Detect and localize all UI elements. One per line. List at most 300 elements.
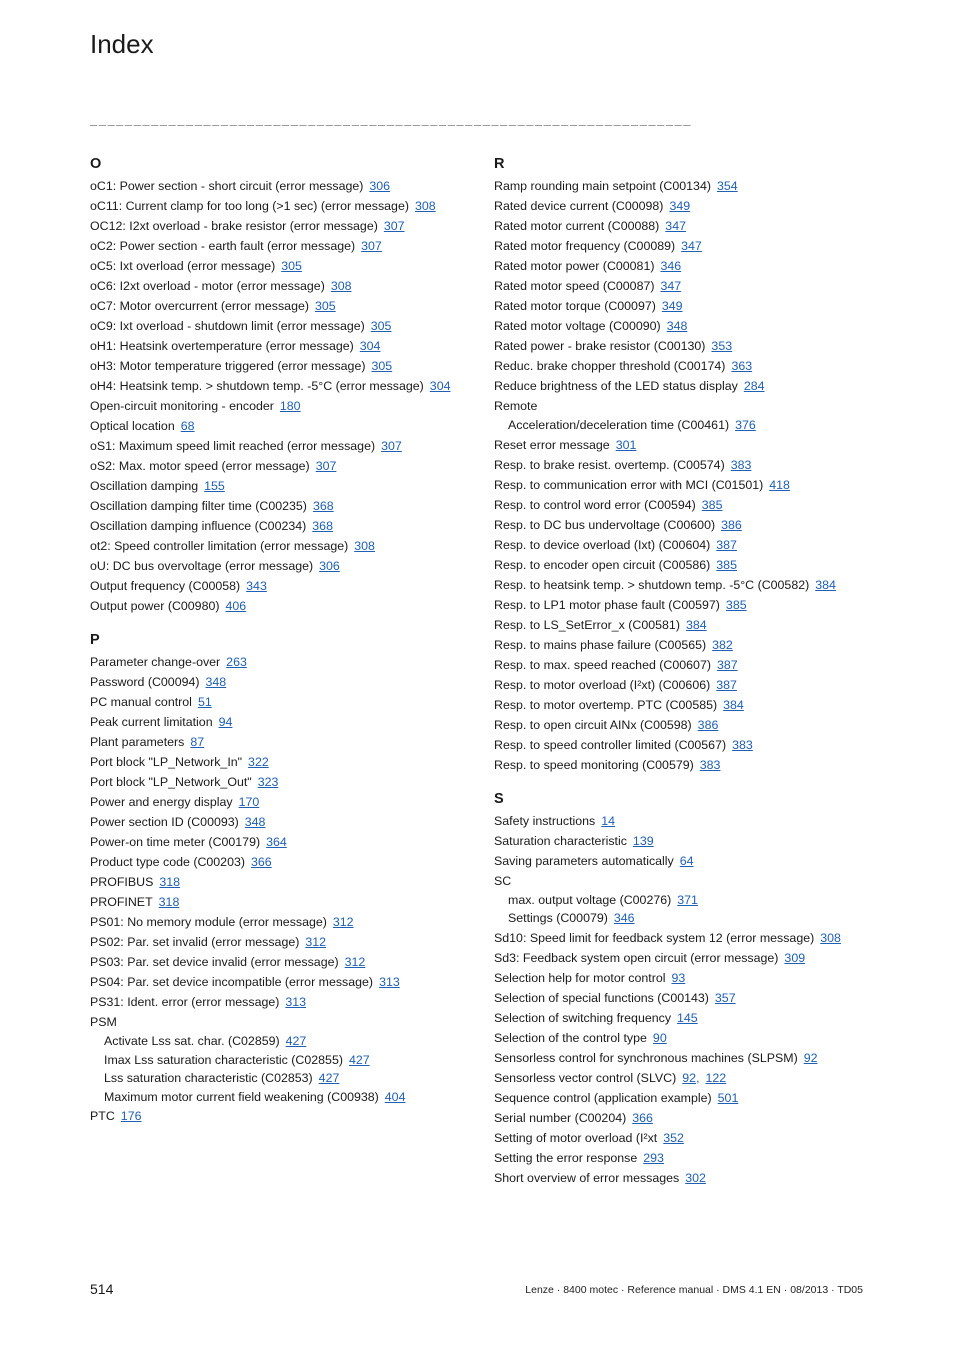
entry-label: OC12: I2xt overload - brake resistor (error message) bbox=[90, 219, 378, 233]
page-link[interactable]: 363 bbox=[731, 359, 753, 373]
index-entry bbox=[494, 535, 864, 555]
entry-label: oH4: Heatsink temp. > shutdown temp. -5°C (error message) bbox=[90, 379, 424, 393]
page-link[interactable]: 304 bbox=[429, 379, 451, 393]
page-link[interactable]: 371 bbox=[677, 892, 698, 907]
index-entry bbox=[494, 635, 864, 655]
page-link[interactable]: 263 bbox=[226, 655, 247, 669]
page-link[interactable]: 307 bbox=[361, 239, 382, 253]
entry-label: Resp. to heatsink temp. > shutdown temp. -5°C (C00582) bbox=[494, 577, 810, 592]
index-entry bbox=[494, 196, 864, 216]
page-link[interactable]: 305 bbox=[371, 359, 393, 373]
index-entry bbox=[90, 832, 470, 852]
index-entry bbox=[90, 516, 470, 536]
index-entry bbox=[494, 655, 864, 675]
entry-label: PROFINET bbox=[90, 895, 153, 909]
entry-label: Resp. to encoder open circuit (C00586) bbox=[494, 557, 711, 572]
index-entry bbox=[90, 692, 470, 712]
entry-label: Resp. to device overload (Ixt) (C00604) bbox=[494, 537, 711, 552]
entry-label: Peak current limitation bbox=[90, 715, 213, 729]
page-link[interactable]: 176 bbox=[120, 1109, 142, 1123]
entry-label: Resp. to open circuit AINx (C00598) bbox=[494, 717, 692, 732]
entry-label: Rated motor frequency (C00089) bbox=[494, 239, 676, 253]
entry-label: Resp. to LP1 motor phase fault (C00597) bbox=[494, 597, 720, 612]
entry-label: oC6: I2xt overload - motor (error message) bbox=[90, 279, 325, 293]
section-letter: S bbox=[494, 790, 504, 807]
page-link[interactable]: 318 bbox=[159, 875, 181, 889]
entry-label: Power section ID (C00093) bbox=[90, 815, 239, 829]
page-link[interactable]: 427 bbox=[318, 1071, 340, 1085]
page-separator: , bbox=[696, 1070, 700, 1085]
page-link[interactable]: 343 bbox=[246, 579, 267, 593]
page-link[interactable]: 305 bbox=[314, 299, 336, 313]
entry-label: oS2: Max. motor speed (error message) bbox=[90, 459, 310, 473]
index-subentry bbox=[90, 1088, 470, 1107]
entry-label: PTC bbox=[90, 1109, 115, 1123]
index-entry bbox=[494, 376, 864, 396]
index-entry bbox=[494, 515, 864, 535]
entry-label: oC2: Power section - earth fault (error message) bbox=[90, 239, 356, 253]
entry-label: Reset error message bbox=[494, 437, 610, 452]
entry-label: Resp. to speed controller limited (C00567) bbox=[494, 737, 727, 752]
entry-label: Oscillation damping influence (C00234) bbox=[90, 519, 307, 533]
index-entry bbox=[90, 972, 470, 992]
page-link[interactable]: 387 bbox=[716, 537, 737, 552]
entry-label: Rated motor voltage (C00090) bbox=[494, 319, 661, 333]
page-link[interactable]: 305 bbox=[370, 319, 392, 333]
index-entry bbox=[494, 831, 864, 851]
index-entry bbox=[90, 812, 470, 832]
index-entry bbox=[494, 176, 864, 196]
index-entry bbox=[494, 495, 864, 515]
page-link[interactable]: 387 bbox=[716, 657, 738, 672]
entry-label: Product type code (C00203) bbox=[90, 855, 245, 869]
page-link[interactable]: 92 bbox=[803, 1050, 818, 1065]
page-link[interactable]: 306 bbox=[319, 559, 340, 573]
index-entry bbox=[494, 575, 864, 595]
index-entry bbox=[494, 216, 864, 236]
index-entry bbox=[90, 792, 470, 812]
entry-label: Resp. to DC bus undervoltage (C00600) bbox=[494, 517, 716, 532]
index-entry bbox=[90, 576, 470, 596]
entry-label: Short overview of error messages bbox=[494, 1170, 680, 1185]
page-link[interactable]: 368 bbox=[312, 499, 334, 513]
entry-label: Resp. to communication error with MCI (C01501) bbox=[494, 477, 764, 492]
page-link[interactable]: 349 bbox=[669, 199, 691, 213]
page-link[interactable]: 139 bbox=[632, 833, 654, 848]
entry-list bbox=[90, 652, 470, 1126]
section-letter: P bbox=[90, 632, 100, 648]
entry-label: Setting of motor overload (I²xt bbox=[494, 1130, 658, 1145]
entry-label: Reduc. brake chopper threshold (C00174) bbox=[494, 359, 726, 373]
page-link[interactable]: 92 bbox=[682, 1070, 697, 1085]
entry-label: Optical location bbox=[90, 419, 175, 433]
entry-label: Open-circuit monitoring - encoder bbox=[90, 399, 274, 413]
page-link[interactable]: 312 bbox=[305, 935, 327, 949]
entry-label: PS03: Par. set device invalid (error message) bbox=[90, 955, 339, 969]
index-entry bbox=[90, 536, 470, 556]
index-entry bbox=[494, 928, 864, 948]
index-subentry bbox=[90, 1051, 470, 1070]
entry-label: Acceleration/deceleration time (C00461) bbox=[508, 418, 730, 432]
entry-label: Password (C00094) bbox=[90, 675, 200, 689]
index-entry bbox=[90, 712, 470, 732]
page-link[interactable]: 385 bbox=[716, 557, 737, 572]
index-entry bbox=[494, 811, 864, 831]
page-title: Index bbox=[90, 29, 154, 59]
entry-label: PS02: Par. set invalid (error message) bbox=[90, 935, 300, 949]
entry-label: oC9: Ixt overload - shutdown limit (error message) bbox=[90, 319, 365, 333]
page-link[interactable]: 348 bbox=[205, 675, 227, 689]
index-entry bbox=[90, 356, 470, 376]
page-link[interactable]: 312 bbox=[332, 915, 354, 929]
index-entry bbox=[494, 988, 864, 1008]
entry-label: oC1: Power section - short circuit (error message) bbox=[90, 179, 364, 193]
entry-label: Plant parameters bbox=[90, 735, 185, 749]
page-link[interactable]: 308 bbox=[820, 930, 841, 945]
index-entry bbox=[494, 555, 864, 575]
index-entry bbox=[90, 436, 470, 456]
entry-label: Selection of the control type bbox=[494, 1030, 647, 1045]
index-entry bbox=[494, 1048, 864, 1068]
page-link[interactable]: 368 bbox=[312, 519, 333, 533]
entry-label: oC5: Ixt overload (error message) bbox=[90, 259, 276, 273]
page-link[interactable]: 427 bbox=[348, 1052, 370, 1067]
page-link[interactable]: 304 bbox=[359, 339, 381, 353]
entry-label: oU: DC bus overvoltage (error message) bbox=[90, 559, 314, 573]
page-link[interactable]: 387 bbox=[716, 677, 737, 692]
index-entry bbox=[494, 475, 864, 495]
index-entry bbox=[494, 615, 864, 635]
page-link[interactable]: 348 bbox=[666, 319, 688, 333]
index-subentry bbox=[90, 1069, 470, 1088]
page-link[interactable]: 307 bbox=[383, 219, 405, 233]
index-entry bbox=[90, 672, 470, 692]
page-link[interactable]: 347 bbox=[665, 219, 686, 233]
index-entry bbox=[90, 296, 470, 316]
page-link[interactable]: 145 bbox=[677, 1010, 698, 1025]
entry-label: Output frequency (C00058) bbox=[90, 579, 241, 593]
page-link[interactable]: 352 bbox=[663, 1130, 684, 1145]
entry-label: oC11: Current clamp for too long (>1 sec) (error message) bbox=[90, 199, 409, 213]
entry-label: Oscillation damping bbox=[90, 479, 199, 493]
page-link[interactable]: 366 bbox=[632, 1110, 653, 1125]
index-entry bbox=[494, 356, 864, 376]
page-link[interactable]: 347 bbox=[681, 239, 702, 253]
entry-list bbox=[494, 811, 864, 1188]
index-subentry bbox=[90, 1032, 470, 1051]
page-link[interactable]: 308 bbox=[354, 539, 375, 553]
page-link[interactable]: 87 bbox=[190, 735, 205, 749]
index-entry bbox=[90, 752, 470, 772]
entry-label: PC manual control bbox=[90, 695, 192, 709]
entry-label: PS01: No memory module (error message) bbox=[90, 915, 327, 929]
index-entry bbox=[90, 952, 470, 972]
entry-label: Ramp rounding main setpoint (C00134) bbox=[494, 179, 711, 193]
page-link[interactable]: 404 bbox=[384, 1089, 406, 1104]
index-entry bbox=[494, 755, 864, 775]
entry-label: PSM bbox=[90, 1015, 117, 1029]
index-entry bbox=[90, 176, 470, 196]
index-entry bbox=[494, 455, 864, 475]
index-entry bbox=[494, 1068, 864, 1088]
page-link[interactable]: 383 bbox=[732, 737, 753, 752]
entry-label: SC bbox=[494, 873, 512, 888]
index-entry bbox=[90, 556, 470, 576]
entry-label: PROFIBUS bbox=[90, 875, 154, 889]
header-rule: _____________________________________________________________________ bbox=[90, 112, 692, 126]
entry-label: Reduce brightness of the LED status display bbox=[494, 379, 738, 393]
page-link[interactable]: 312 bbox=[344, 955, 366, 969]
index-section-o bbox=[90, 152, 470, 616]
index-section-p bbox=[90, 628, 470, 1126]
entry-label: Rated power - brake resistor (C00130) bbox=[494, 339, 706, 353]
index-entry bbox=[494, 396, 864, 416]
entry-label: Sd10: Speed limit for feedback system 12 (error message) bbox=[494, 930, 815, 945]
index-entry bbox=[90, 236, 470, 256]
index-entry bbox=[494, 1168, 864, 1188]
page-link[interactable]: 306 bbox=[369, 179, 391, 193]
entry-label: Power and energy display bbox=[90, 795, 233, 809]
page-link[interactable]: 501 bbox=[717, 1090, 739, 1105]
page-link[interactable]: 366 bbox=[250, 855, 272, 869]
index-entry bbox=[494, 968, 864, 988]
page-link[interactable]: 385 bbox=[725, 597, 747, 612]
entry-label: Settings (C00079) bbox=[508, 911, 608, 925]
section-letter: O bbox=[90, 156, 102, 172]
page-link[interactable]: 383 bbox=[730, 457, 752, 472]
index-entry bbox=[494, 316, 864, 336]
page-link[interactable]: 386 bbox=[697, 717, 719, 732]
page-number: 514 bbox=[90, 1281, 114, 1297]
page-link[interactable]: 301 bbox=[615, 437, 637, 452]
page-link[interactable]: 68 bbox=[180, 419, 195, 433]
page-link[interactable]: 170 bbox=[238, 795, 260, 809]
index-entry bbox=[90, 276, 470, 296]
page-link[interactable]: 93 bbox=[671, 970, 686, 985]
index-entry bbox=[494, 256, 864, 276]
index-entry bbox=[494, 695, 864, 715]
index-entry bbox=[494, 715, 864, 735]
page-link[interactable]: 427 bbox=[285, 1034, 307, 1048]
page-link[interactable]: 354 bbox=[716, 179, 738, 193]
index-subentry bbox=[494, 891, 864, 910]
entry-label: Activate Lss sat. char. (C02859) bbox=[104, 1034, 280, 1048]
index-entry bbox=[494, 675, 864, 695]
index-entry bbox=[90, 376, 470, 396]
right-column bbox=[494, 152, 864, 1200]
entry-label: Safety instructions bbox=[494, 813, 596, 828]
entry-label: oC7: Motor overcurrent (error message) bbox=[90, 299, 309, 313]
index-entry bbox=[494, 1008, 864, 1028]
index-entry bbox=[494, 435, 864, 455]
page-link[interactable]: 364 bbox=[266, 835, 287, 849]
index-entry bbox=[494, 1028, 864, 1048]
index-entry bbox=[90, 256, 470, 276]
page-link[interactable]: 383 bbox=[699, 757, 721, 772]
page-link[interactable]: 406 bbox=[225, 599, 247, 613]
index-entry bbox=[494, 336, 864, 356]
page-link[interactable]: 384 bbox=[685, 617, 707, 632]
page-link[interactable]: 347 bbox=[660, 279, 682, 293]
index-section-s bbox=[494, 787, 864, 1188]
page-link[interactable]: 293 bbox=[643, 1150, 664, 1165]
index-entry bbox=[90, 772, 470, 792]
entry-label: Port block "LP_Network_Out" bbox=[90, 775, 252, 789]
left-column bbox=[90, 152, 470, 1138]
index-subentry bbox=[494, 909, 864, 928]
entry-label: Sensorless vector control (SLVC) bbox=[494, 1070, 677, 1085]
index-entry bbox=[90, 852, 470, 872]
page-link[interactable]: 348 bbox=[244, 815, 266, 829]
index-entry bbox=[494, 595, 864, 615]
entry-label: Selection of switching frequency bbox=[494, 1010, 672, 1025]
page-link[interactable]: 353 bbox=[711, 339, 733, 353]
index-entry bbox=[90, 596, 470, 616]
page-link[interactable]: 305 bbox=[281, 259, 302, 273]
document-info: Lenze · 8400 motec · Reference manual · DMS 4.1 EN · 08/2013 · TD05 bbox=[525, 1284, 863, 1296]
entry-label: Oscillation damping filter time (C00235) bbox=[90, 499, 307, 513]
page-link[interactable]: 307 bbox=[315, 459, 337, 473]
entry-label: Imax Lss saturation characteristic (C02855) bbox=[104, 1052, 343, 1067]
index-entry bbox=[90, 456, 470, 476]
entry-label: Resp. to motor overload (I²xt) (C00606) bbox=[494, 677, 711, 692]
entry-label: oS1: Maximum speed limit reached (error message) bbox=[90, 439, 376, 453]
index-entry bbox=[90, 912, 470, 932]
entry-label: Resp. to max. speed reached (C00607) bbox=[494, 657, 711, 672]
page-link[interactable]: 384 bbox=[723, 697, 744, 712]
entry-label: Power-on time meter (C00179) bbox=[90, 835, 261, 849]
entry-label: Resp. to brake resist. overtemp. (C00574) bbox=[494, 457, 725, 472]
entry-label: Rated motor current (C00088) bbox=[494, 219, 660, 233]
entry-label: Rated motor power (C00081) bbox=[494, 259, 655, 273]
entry-label: Rated motor torque (C00097) bbox=[494, 299, 656, 313]
page-link[interactable]: 309 bbox=[784, 950, 806, 965]
page-link[interactable]: 386 bbox=[721, 517, 742, 532]
index-entry bbox=[494, 851, 864, 871]
entry-label: Setting the error response bbox=[494, 1150, 638, 1165]
index-entry bbox=[90, 992, 470, 1012]
page-link[interactable]: 382 bbox=[712, 637, 733, 652]
entry-list bbox=[494, 176, 864, 775]
page-link[interactable]: 307 bbox=[381, 439, 402, 453]
entry-label: PS31: Ident. error (error message) bbox=[90, 995, 280, 1009]
index-entry bbox=[90, 416, 470, 436]
index-entry bbox=[90, 336, 470, 356]
entry-label: max. output voltage (C00276) bbox=[508, 892, 672, 907]
page-link[interactable]: 155 bbox=[204, 479, 225, 493]
page-link[interactable]: 346 bbox=[613, 911, 635, 925]
entry-label: Parameter change-over bbox=[90, 655, 221, 669]
page-link[interactable]: 313 bbox=[379, 975, 400, 989]
entry-label: Lss saturation characteristic (C02853) bbox=[104, 1071, 313, 1085]
page-link[interactable]: 180 bbox=[279, 399, 301, 413]
entry-label: Serial number (C00204) bbox=[494, 1110, 627, 1125]
page-link[interactable]: 14 bbox=[601, 813, 616, 828]
entry-label: oH3: Motor temperature triggered (error message) bbox=[90, 359, 366, 373]
index-subentry bbox=[494, 416, 864, 435]
index-entry bbox=[90, 872, 470, 892]
entry-label: Resp. to speed monitoring (C00579) bbox=[494, 757, 694, 772]
entry-label: Resp. to control word error (C00594) bbox=[494, 497, 696, 512]
page-link[interactable]: 322 bbox=[248, 755, 269, 769]
index-entry bbox=[494, 735, 864, 755]
page-link[interactable]: 313 bbox=[285, 995, 307, 1009]
page-link[interactable]: 346 bbox=[660, 259, 682, 273]
entry-label: Port block "LP_Network_In" bbox=[90, 755, 243, 769]
page-link[interactable]: 51 bbox=[197, 695, 212, 709]
index-entry bbox=[494, 276, 864, 296]
entry-label: Saturation characteristic bbox=[494, 833, 627, 848]
entry-label: Output power (C00980) bbox=[90, 599, 220, 613]
index-section-r bbox=[494, 152, 864, 775]
index-entry bbox=[90, 1012, 470, 1032]
index-entry bbox=[494, 948, 864, 968]
page-link[interactable]: 376 bbox=[735, 418, 756, 432]
page-link[interactable]: 308 bbox=[330, 279, 352, 293]
entry-label: Maximum motor current field weakening (C00938) bbox=[104, 1089, 379, 1104]
index-entry bbox=[90, 1106, 470, 1126]
index-entry bbox=[90, 732, 470, 752]
entry-label: Saving parameters automatically bbox=[494, 853, 674, 868]
page-link[interactable]: 308 bbox=[414, 199, 436, 213]
index-entry bbox=[90, 396, 470, 416]
page-link[interactable]: 384 bbox=[815, 577, 836, 592]
entry-label: Rated motor speed (C00087) bbox=[494, 279, 655, 293]
page-link[interactable]: 349 bbox=[661, 299, 683, 313]
index-entry bbox=[494, 871, 864, 891]
index-entry bbox=[90, 932, 470, 952]
index-entry bbox=[494, 236, 864, 256]
page-link[interactable]: 318 bbox=[158, 895, 180, 909]
index-entry bbox=[494, 296, 864, 316]
entry-label: Selection of special functions (C00143) bbox=[494, 990, 709, 1005]
entry-label: Resp. to mains phase failure (C00565) bbox=[494, 637, 707, 652]
index-entry bbox=[90, 216, 470, 236]
entry-label: Sensorless control for synchronous machines (SLPSM) bbox=[494, 1050, 798, 1065]
index-entry bbox=[90, 476, 470, 496]
index-entry bbox=[90, 316, 470, 336]
entry-list bbox=[90, 176, 470, 616]
index-entry bbox=[90, 196, 470, 216]
page-link[interactable]: 122 bbox=[705, 1070, 727, 1085]
entry-label: PS04: Par. set device incompatible (error message) bbox=[90, 975, 374, 989]
entry-label: Sd3: Feedback system open circuit (error message) bbox=[494, 950, 779, 965]
index-entry bbox=[90, 652, 470, 672]
entry-label: ot2: Speed controller limitation (error message) bbox=[90, 539, 349, 553]
page-link[interactable]: 64 bbox=[679, 853, 694, 868]
page-link[interactable]: 385 bbox=[701, 497, 723, 512]
entry-label: Resp. to LS_SetError_x (C00581) bbox=[494, 617, 680, 632]
section-letter: R bbox=[494, 156, 505, 172]
page-link[interactable]: 284 bbox=[743, 379, 765, 393]
page-link[interactable]: 94 bbox=[218, 715, 233, 729]
page-link[interactable]: 302 bbox=[685, 1170, 706, 1185]
entry-label: Selection help for motor control bbox=[494, 970, 666, 985]
index-entry bbox=[494, 1108, 864, 1128]
index-entry bbox=[90, 496, 470, 516]
entry-label: Remote bbox=[494, 399, 538, 413]
page-link[interactable]: 418 bbox=[769, 477, 790, 492]
index-entry bbox=[494, 1088, 864, 1108]
page-link[interactable]: 90 bbox=[652, 1030, 667, 1045]
entry-label: oH1: Heatsink overtemperature (error message) bbox=[90, 339, 354, 353]
index-entry bbox=[494, 1148, 864, 1168]
entry-label: Rated device current (C00098) bbox=[494, 199, 664, 213]
index-entry bbox=[494, 1128, 864, 1148]
page-link[interactable]: 323 bbox=[257, 775, 279, 789]
entry-label: Sequence control (application example) bbox=[494, 1090, 712, 1105]
page-link[interactable]: 357 bbox=[714, 990, 736, 1005]
